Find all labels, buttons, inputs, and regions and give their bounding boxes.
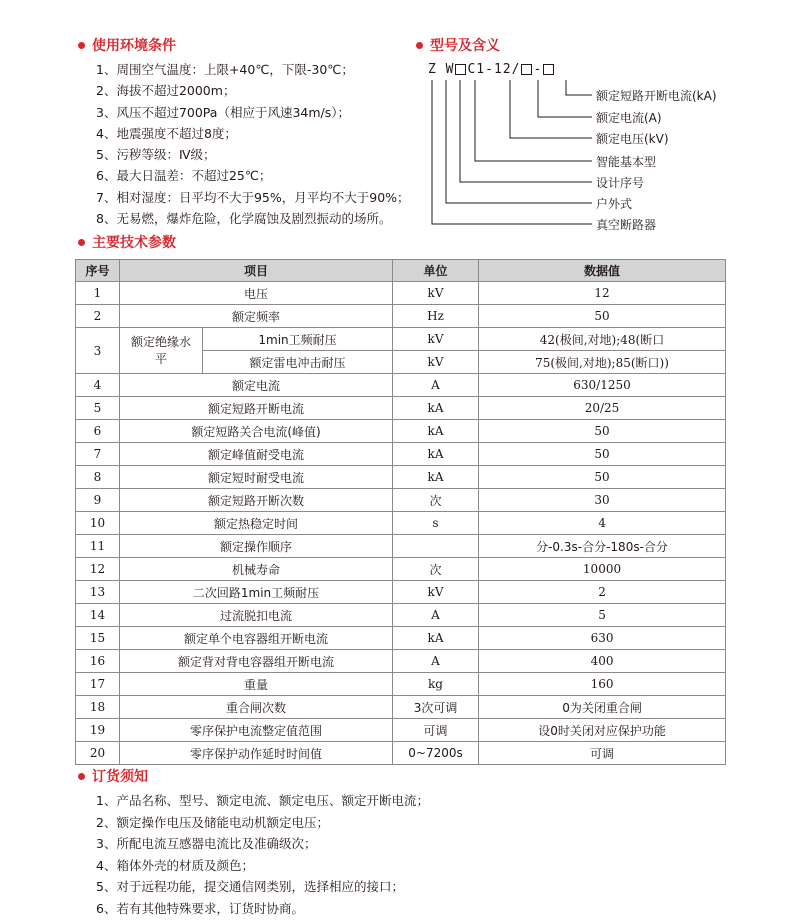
section-title-model: 型号及含义	[416, 35, 500, 55]
list-item: 1、产品名称、型号、额定电流、额定电压、额定开断电流；	[96, 793, 429, 808]
list-item: 4、地震强度不超过8度；	[96, 125, 237, 141]
section-title-params: 主要技术参数	[78, 232, 176, 252]
bullet-icon	[78, 773, 85, 780]
table-row: 15 额定单个电容器组开断电流 kA 630	[76, 627, 726, 650]
model-leader-lines	[420, 74, 620, 234]
table-row: 14 过流脱扣电流 A 5	[76, 604, 726, 627]
table-row: 8 额定短时耐受电流 kA 50	[76, 466, 726, 489]
section-title-order: 订货须知	[78, 766, 148, 786]
list-item: 5、污秽等级：Ⅳ级；	[96, 147, 216, 163]
model-label-design-no: 设计序号	[596, 176, 645, 190]
model-label-breaking-current: 额定短路开断电流(kA)	[596, 89, 717, 103]
bullet-icon	[78, 42, 85, 49]
list-item: 2、海拔不超过2000m；	[96, 83, 236, 99]
table-row: 12 机械寿命 次 10000	[76, 558, 726, 581]
list-item: 7、相对湿度：日平均不大于95%，月平均不大于90%；	[96, 189, 410, 205]
table-row: 3 额定绝缘水平 1min工频耐压 kV 42(极间,对地);48(断口	[76, 328, 726, 351]
section-title-environment: 使用环境条件	[78, 35, 176, 55]
list-item: 1、周围空气温度：上限+40℃，下限-30℃；	[96, 62, 354, 77]
environment-list	[96, 59, 410, 229]
list-item: 3、风压不超过700Pa（相应于风速34m/s）；	[96, 104, 351, 120]
list-item: 6、若有其他特殊要求，订货时协商。	[96, 900, 304, 916]
table-row: 额定雷电冲击耐压 kV 75(极间,对地);85(断口))	[76, 351, 726, 374]
table-row: 4 额定电流 A 630/1250	[76, 374, 726, 397]
table-row: 10 额定热稳定时间 s 4	[76, 512, 726, 535]
table-row: 1 电压 kV 12	[76, 282, 726, 305]
header-value: 数据值	[479, 260, 726, 282]
table-row: 16 额定背对背电容器组开断电流 A 400	[76, 650, 726, 673]
model-label-vacuum-breaker: 真空断路器	[596, 218, 657, 232]
header-item: 项目	[120, 260, 393, 282]
list-item: 3、所配电流互感器电流比及准确级次；	[96, 836, 317, 852]
list-item: 6、最大日温差：不超过25℃；	[96, 168, 272, 184]
table-row: 18 重合闸次数 3次可调 0为关闭重合闸	[76, 696, 726, 719]
table-row: 20 零序保护动作延时时间值 0~7200s 可调	[76, 742, 726, 765]
table-header-row	[76, 260, 726, 282]
table-row: 9 额定短路开断次数 次 30	[76, 489, 726, 512]
model-label-smart-basic: 智能基本型	[596, 155, 657, 169]
model-label-rated-voltage: 额定电压(kV)	[596, 132, 669, 146]
list-item: 2、额定操作电压及储能电动机额定电压；	[96, 814, 329, 830]
table-row: 7 额定峰值耐受电流 kA 50	[76, 443, 726, 466]
table-row: 5 额定短路开断电流 kA 20/25	[76, 397, 726, 420]
list-item: 8、无易燃，爆炸危险，化学腐蚀及剧烈振动的场所。	[96, 211, 392, 227]
model-label-outdoor: 户外式	[596, 197, 633, 211]
bullet-icon	[78, 239, 85, 246]
table-row: 17 重量 kg 160	[76, 673, 726, 696]
insulation-group-label: 额定绝缘水平	[120, 328, 203, 374]
bullet-icon	[416, 42, 423, 49]
table-row: 11 额定操作顺序 分-0.3s-合分-180s-合分	[76, 535, 726, 558]
order-notes-list	[96, 790, 429, 920]
table-row: 13 二次回路1min工频耐压 kV 2	[76, 581, 726, 604]
model-code: Z W C1-12/ -	[428, 62, 555, 77]
list-item: 4、箱体外壳的材质及颜色；	[96, 857, 254, 873]
header-unit: 单位	[393, 260, 479, 282]
table-row: 19 零序保护电流整定值范围 可调 设0时关闭对应保护功能	[76, 719, 726, 742]
header-no: 序号	[76, 260, 120, 282]
table-row: 2 额定频率 Hz 50	[76, 305, 726, 328]
spec-table	[75, 259, 726, 765]
list-item: 5、对于远程功能，提交通信网类别，选择相应的接口；	[96, 879, 404, 895]
model-label-rated-current: 额定电流(A)	[596, 111, 662, 125]
table-row: 6 额定短路关合电流(峰值) kA 50	[76, 420, 726, 443]
